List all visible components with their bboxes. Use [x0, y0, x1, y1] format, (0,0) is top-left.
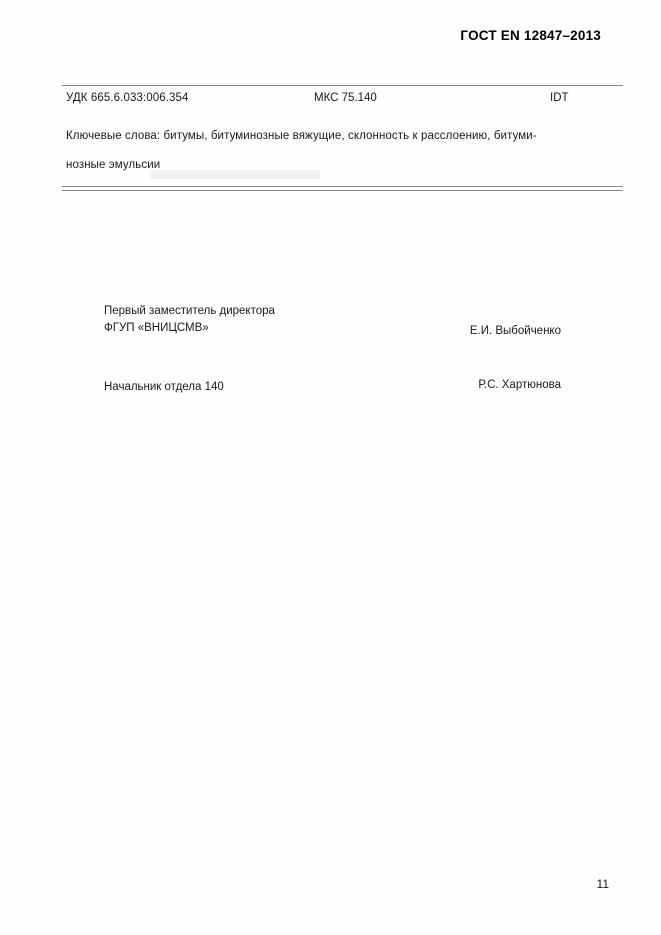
page-number: 11 [596, 877, 609, 891]
header-divider-rule [62, 85, 623, 86]
signatory-name: Е.И. Выбойченко [469, 325, 561, 337]
signature-entry [104, 303, 601, 337]
keywords-line-2: нозные эмульсии [66, 159, 161, 171]
classification-row [66, 92, 621, 108]
udk-code: УДК 665.6.033:006.354 [66, 92, 189, 104]
background-artifact [150, 170, 320, 179]
mks-code: МКС 75.140 [314, 92, 377, 104]
idt-label: IDT [550, 92, 569, 104]
signature-entry [104, 379, 601, 397]
signatory-name: Р.С. Хартюнова [478, 379, 561, 391]
keywords-block [66, 122, 586, 180]
keywords-divider-rule-upper [62, 186, 623, 187]
signatory-role: Первый заместитель директора [104, 305, 275, 317]
keywords-line-1: Ключевые слова: битумы, битуминозные вяжущие, склонность к расслоению, битуми- [66, 130, 537, 142]
signatory-role: Начальник отдела 140 [104, 381, 224, 393]
standard-title-header: ГОСТ EN 12847–2013 [460, 28, 601, 43]
signature-block [104, 303, 601, 397]
signatory-organization: ФГУП «ВНИЦСМВ» [104, 322, 209, 334]
keywords-divider-rule-lower [62, 190, 623, 191]
